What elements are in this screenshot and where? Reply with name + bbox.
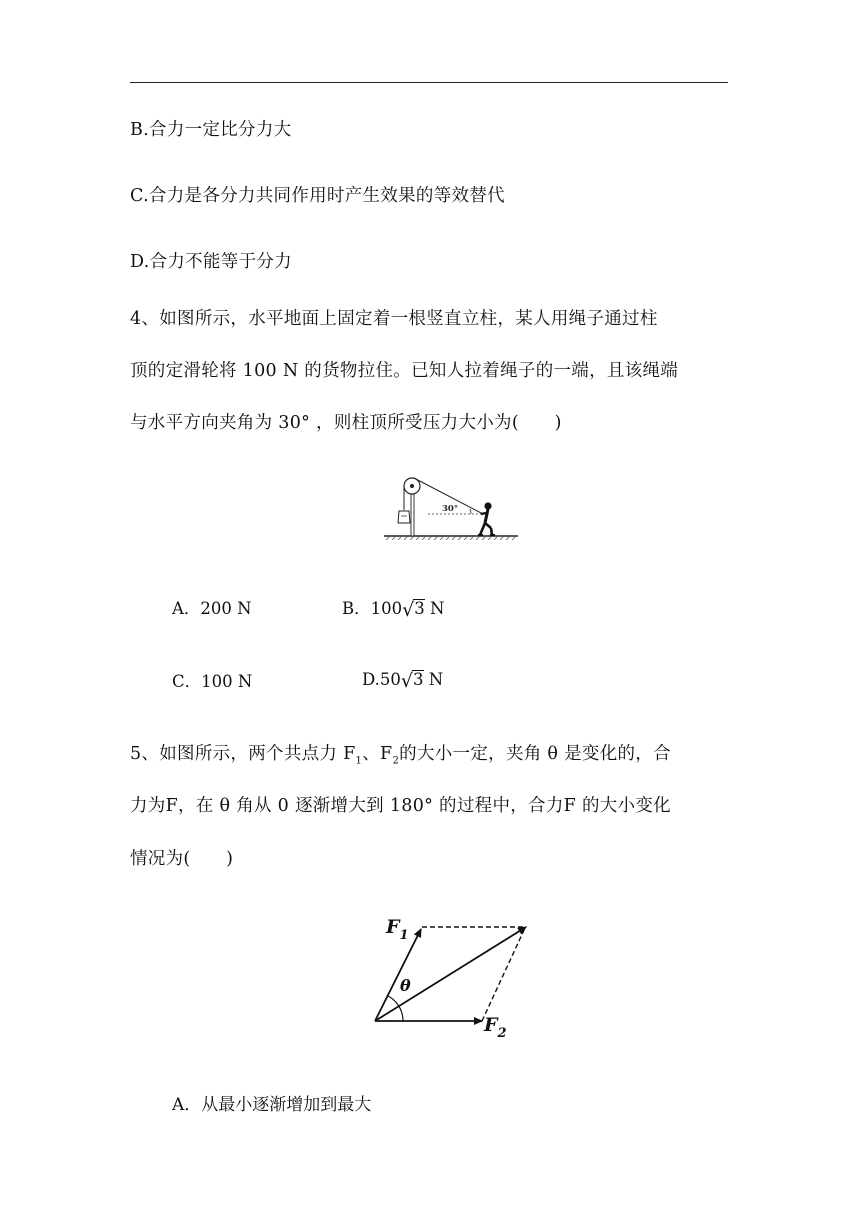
cargo-weight	[398, 511, 410, 523]
f2-label: $F_2$	[484, 1014, 507, 1041]
q4-option-d: D.50√3 N	[362, 670, 444, 692]
q4-option-b-unit: N	[429, 599, 445, 618]
q4-option-d-coefficient: D.50	[362, 670, 401, 689]
person-pulling	[478, 502, 495, 535]
q4-pulley-figure	[382, 468, 522, 546]
q4-option-d-unit: N	[428, 670, 444, 689]
q5-force-parallelogram	[370, 905, 540, 1045]
option-q3-d: D.合力不能等于分力	[130, 252, 292, 272]
q4-option-b-coefficient: B．100	[342, 599, 403, 618]
f1-label: $F_1$	[386, 916, 409, 943]
top-rule	[130, 82, 728, 83]
q4-line-3: 与水平方向夹角为 30° ，则柱顶所受压力大小为( )	[130, 413, 562, 433]
q4-option-a: A．200 N	[172, 599, 252, 618]
option-q3-b: B.合力一定比分力大	[130, 120, 292, 140]
q5-line-1: 5、如图所示，两个共点力 $F_1$、$F_2$的大小一定，夹角 θ 是变化的，合	[130, 744, 671, 767]
pulley-axle	[410, 484, 414, 488]
q4-line-2: 顶的定滑轮将 100 N 的货物拉住。已知人拉着绳子的一端，且该绳端	[130, 361, 679, 381]
option-q3-c: C.合力是各分力共同作用时产生效果的等效替代	[130, 186, 505, 206]
angle-label: 30°	[442, 504, 459, 514]
q5-line-3: 情况为( )	[130, 849, 234, 869]
q4-option-d-radicand: 3	[413, 670, 424, 689]
q4-option-b: B．100√3 N	[342, 599, 445, 621]
q4-line-1: 4、如图所示，水平地面上固定着一根竖直立柱，某人用绳子通过柱	[130, 309, 658, 329]
q4-option-c: C．100 N	[172, 672, 253, 691]
q5-option-a: A．从最小逐渐增加到最大	[172, 1095, 372, 1115]
q5-line-2: 力为F，在 θ 角从 0 逐渐增大到 180° 的过程中，合力F 的大小变化	[130, 796, 671, 816]
theta-label: θ	[400, 976, 411, 995]
q4-option-b-radicand: 3	[414, 599, 425, 618]
